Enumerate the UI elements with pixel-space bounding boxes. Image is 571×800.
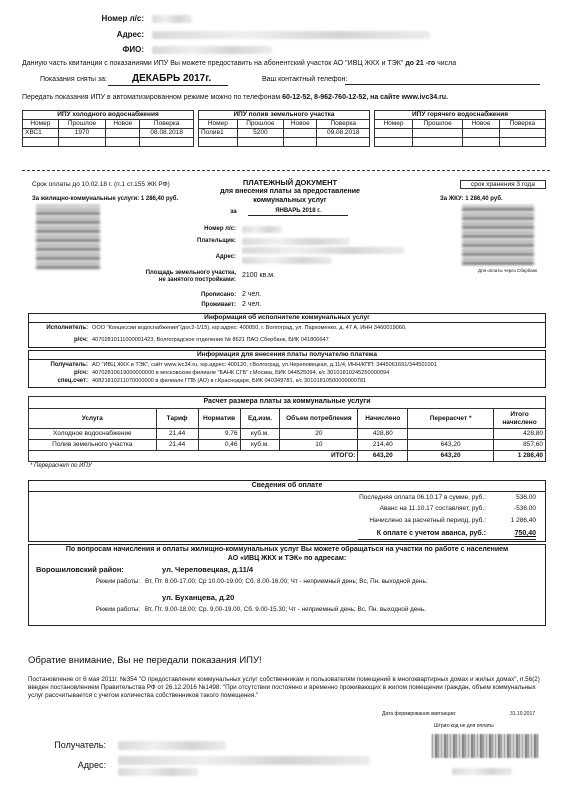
table-row <box>375 129 546 138</box>
registered-value: 2 чел. <box>242 291 262 298</box>
to-pay-underline <box>358 539 536 540</box>
table-row <box>23 138 194 147</box>
meter-table-irrigation <box>198 110 370 147</box>
account-label: Номер л/с: <box>101 14 144 23</box>
col-header: Новое <box>284 120 317 129</box>
meter-title: ИПУ полив земельного участка <box>199 111 370 120</box>
readings-taken-label: Показания сняты за: <box>40 76 107 83</box>
pay-account-label: Номер л/с: <box>204 226 236 232</box>
living-label: Проживает: <box>201 302 236 308</box>
auto-text: Передать показания ИПУ в автоматизированном режиме можно по телефонам <box>22 94 281 101</box>
period-for-label: за <box>230 208 237 215</box>
to-pay-label: К оплате с учетом аванса, руб.: <box>376 530 486 537</box>
col-header: Итого начислено <box>494 409 546 429</box>
col-header: Прошлое <box>412 120 462 129</box>
payment-row-label: Последняя оплата 06.10.17 в сумме, руб.: <box>359 494 486 501</box>
pay-address-label: Адрес: <box>215 254 236 260</box>
col-header: Номер <box>23 120 59 129</box>
offices-title-2: АО «ИВЦ ЖКХ и ТЭК» по адресам: <box>227 555 347 562</box>
table-row: ХВС1 1970 08.08.2018 <box>23 129 194 138</box>
storage-note: срок хранения 3 года <box>460 180 546 189</box>
office-1-hours: Вт, Пт. 8.00-17.00; Ср 10.00-19.00; Сб. 8.00-16.00; Чт - неприемный день; Вс, Пн. выходной день. <box>145 578 428 585</box>
sberbank-note: Для оплаты через Сбербанк <box>478 268 538 273</box>
address-label: Адрес: <box>116 30 144 39</box>
formed-date: 31.10.2017 <box>510 711 536 717</box>
account-number-redacted <box>152 15 192 23</box>
qr-code-left <box>36 205 100 269</box>
executor-divider <box>28 322 546 323</box>
office-2-hours-label: Режим работы: <box>95 606 140 613</box>
calc-footnote: * Перерасчет по ИПУ <box>30 463 92 469</box>
doc-subtitle-2: коммунальных услуг <box>253 197 327 204</box>
executor-rs-text: 40702810111000001423, Волгоградское отделение № 8621 ПАО Сбербанк, БИК 041806647 <box>92 337 329 343</box>
col-header: Перерасчет * <box>408 409 494 429</box>
table-row <box>199 138 370 147</box>
col-header: Прошлое <box>237 120 283 129</box>
bottom-recipient-label: Получатель: <box>54 740 106 750</box>
right-amount: За ЖКУ: 1 286,40 руб. <box>440 196 503 202</box>
col-header: Поверка <box>499 120 545 129</box>
left-amount: За жилищно-коммунальные услуги: 1 286,40 руб. <box>32 196 179 202</box>
calc-header-row <box>29 409 546 429</box>
readings-month-underline <box>108 85 228 86</box>
col-header: Прошлое <box>58 120 105 129</box>
col-header: Новое <box>106 120 140 129</box>
table-row: Холодное водоснабжение 21,44 9,76 куб.м. 20 428,80 428,80 <box>29 429 546 440</box>
col-header: Начислено <box>358 409 408 429</box>
district-label: Ворошиловский район: <box>36 565 124 574</box>
col-header: Ед.изм. <box>240 409 280 429</box>
bottom-barcode-number-redacted <box>452 768 512 775</box>
table-row: Полив1 5200 09.08.2018 <box>199 129 370 138</box>
office-1-hours-label: Режим работы: <box>95 578 140 585</box>
registered-label: Прописано: <box>201 292 236 298</box>
auto-phones: 60-12-52, 8-962-760-12-52, на сайте www.ivc34.ru. <box>282 94 449 101</box>
meter-table-hot-water <box>374 110 546 147</box>
due-date: Срок оплаты до 10.02.18 г. (п.1 ст.155 ЖК РФ) <box>32 181 170 188</box>
pay-address-redacted-2 <box>242 257 332 264</box>
barcode <box>432 734 540 758</box>
total-row: ИТОГО: 643,20 643,20 1 286,40 <box>29 451 546 462</box>
qr-code-right <box>462 205 534 265</box>
col-header: Номер <box>375 120 413 129</box>
meter-title: ИПУ горячего водоснабжения <box>375 111 546 120</box>
address-redacted <box>152 31 430 39</box>
office-2-hours: Вт, Пт. 9.00-18.00; Ср. 9.00-19.00, Сб. 9.00-15.30; Чт - неприемный день; Вс, Пн. выходной день. <box>145 606 426 613</box>
payment-row-value: 1 286,40 <box>510 517 536 524</box>
calc-title: Расчет размера платы за коммунальные услуги <box>29 397 546 409</box>
new-reading-cell[interactable] <box>463 129 499 138</box>
recipient-rs-label: р/сч: <box>74 370 88 376</box>
formed-date-label: Дата формирования квитанции: <box>382 711 457 717</box>
office-2-address: ул. Буханцева, д.20 <box>162 593 235 602</box>
payment-row-label: Начислено за расчетный период, руб.: <box>369 517 486 524</box>
col-header: Поверка <box>317 120 370 129</box>
new-reading-cell[interactable] <box>106 129 140 138</box>
table-row: Полив земельного участка 21,44 0,46 куб.м. 10 214,40 643,20 857,60 <box>29 440 546 451</box>
col-header: Объем потребления <box>280 409 358 429</box>
meter-title: ИПУ холодного водоснабжения <box>23 111 194 120</box>
notice-tail: числа <box>437 60 457 67</box>
area-label-2: не занятого постройками: <box>158 277 236 283</box>
doc-title: ПЛАТЕЖНЫЙ ДОКУМЕНТ <box>242 178 338 187</box>
notice-deadline: до 21 -го <box>405 60 436 67</box>
col-header: Тариф <box>156 409 198 429</box>
notice-text: Данную часть квитанции с показаниями ИПУ Вы можете предоставить на абонентский участок АО "ИВЦ ЖКХ и ТЭК" <box>22 60 404 67</box>
living-value: 2 чел. <box>242 301 262 308</box>
bottom-recipient-redacted <box>118 741 226 750</box>
executor-label: Исполнитель: <box>46 325 88 331</box>
col-header: Новое <box>463 120 499 129</box>
bottom-address-redacted-2 <box>118 768 198 776</box>
col-header: Поверка <box>140 120 194 129</box>
recipient-spec-label: спец.счет: <box>57 378 88 384</box>
fio-redacted <box>152 46 272 54</box>
cut-line <box>22 170 550 171</box>
recipient-label: Получатель: <box>50 362 88 368</box>
col-header: Норматив <box>198 409 240 429</box>
table-row <box>375 138 546 147</box>
area-value: 2100 кв.м. <box>242 272 276 279</box>
fio-label: ФИО: <box>122 45 144 54</box>
office-1-address: ул. Череповецкая, д.11/4 <box>162 565 254 574</box>
offices-title-1: По вопросам начисления и оплаты жилищно-коммунальных услуг Вы можете обращаться на участки по работе с населением <box>65 546 509 553</box>
bottom-address-label: Адрес: <box>77 760 106 770</box>
payment-row-value: -536.00 <box>513 505 536 512</box>
area-label-1: Площадь земельного участка, <box>145 270 236 276</box>
to-pay-value: 750,40 <box>514 530 536 537</box>
new-reading-cell[interactable] <box>284 138 317 147</box>
payer-redacted <box>242 238 350 245</box>
notice-line <box>22 60 562 68</box>
meter-table-cold-water <box>22 110 194 147</box>
recipient-spec-text: 40821810211070000000 в филиале ГПБ (АО) в г.Краснодаре, БИК 040349781, к/с 30101810500000000781 <box>92 378 367 384</box>
recipient-text: АО "ИВЦ ЖКХ и ТЭК", сайт www.ivc34.ru, юр.адрес: 400120, г.Волгоград, ул.Череповецкая, д.11/4, ИНН/КПП: 3445061691/344501001 <box>92 362 437 368</box>
executor-text: ООО "Концессии водоснабжения"(дог.2-1/15), юр.адрес: 400050, г. Волгоград, ул. Пархоменко, д. 47 А, ИНН 3460019060, <box>92 325 407 331</box>
period: ЯНВАРЬ 2018 г. <box>275 208 321 214</box>
law-text: Постановление от 6 мая 2011г. №354 "О предоставлении коммунальных услуг собственникам и пользователям помещений в многоквартирных домах и жилых домах", п.56(2) введен постановлением Правительства РФ от 26.12.2016 №1498: "При отсутствии постоянно и временно проживающих в жилом помещении граждан, объем коммунальных услуг рассчитывается с учетом количества собственников такого помещения." <box>28 676 540 700</box>
payments-info-title: Сведения об оплате <box>251 482 323 489</box>
col-header: Услуга <box>29 409 157 429</box>
executor-title: Информация об исполнителе коммунальных услуг <box>204 314 370 321</box>
recipient-rs-text: 40702810619000000000 в московском филиале "БАНК СГБ" г.Москва, БИК 044525094, к/с 30101810245250000094 <box>92 370 390 376</box>
phone-label: Ваш контактный телефон: <box>262 76 348 83</box>
payment-row-label: Аванс на 11.10.17 составляет, руб.: <box>379 505 486 512</box>
new-reading-cell[interactable] <box>106 138 140 147</box>
bottom-address-redacted-1 <box>118 756 370 765</box>
barcode-label: Штрих-код не для оплаты <box>434 723 494 729</box>
doc-subtitle-1: для внесения платы за предоставление <box>220 188 360 195</box>
recipient-title: Информация для внесения платы получателю платежа <box>196 351 377 358</box>
new-reading-cell[interactable] <box>284 129 317 138</box>
calc-table <box>28 396 546 462</box>
recipient-divider <box>28 359 546 360</box>
readings-month: ДЕКАБРЬ 2017г. <box>132 73 212 84</box>
new-reading-cell[interactable] <box>463 138 499 147</box>
col-header: Номер <box>199 120 238 129</box>
missing-readings-warning: Обратие внимание, Вы не передали показания ИПУ! <box>28 655 262 666</box>
auto-submit-line <box>22 94 562 102</box>
executor-rs-label: р/сч: <box>74 337 88 343</box>
phone-input-line[interactable] <box>345 84 540 85</box>
pay-account-redacted <box>242 226 282 233</box>
payer-label: Плательщик: <box>197 238 236 244</box>
period-underline <box>248 215 348 216</box>
pay-address-redacted-1 <box>242 247 404 254</box>
payment-row-value: 536.00 <box>516 494 536 501</box>
payments-info-divider <box>28 491 546 492</box>
